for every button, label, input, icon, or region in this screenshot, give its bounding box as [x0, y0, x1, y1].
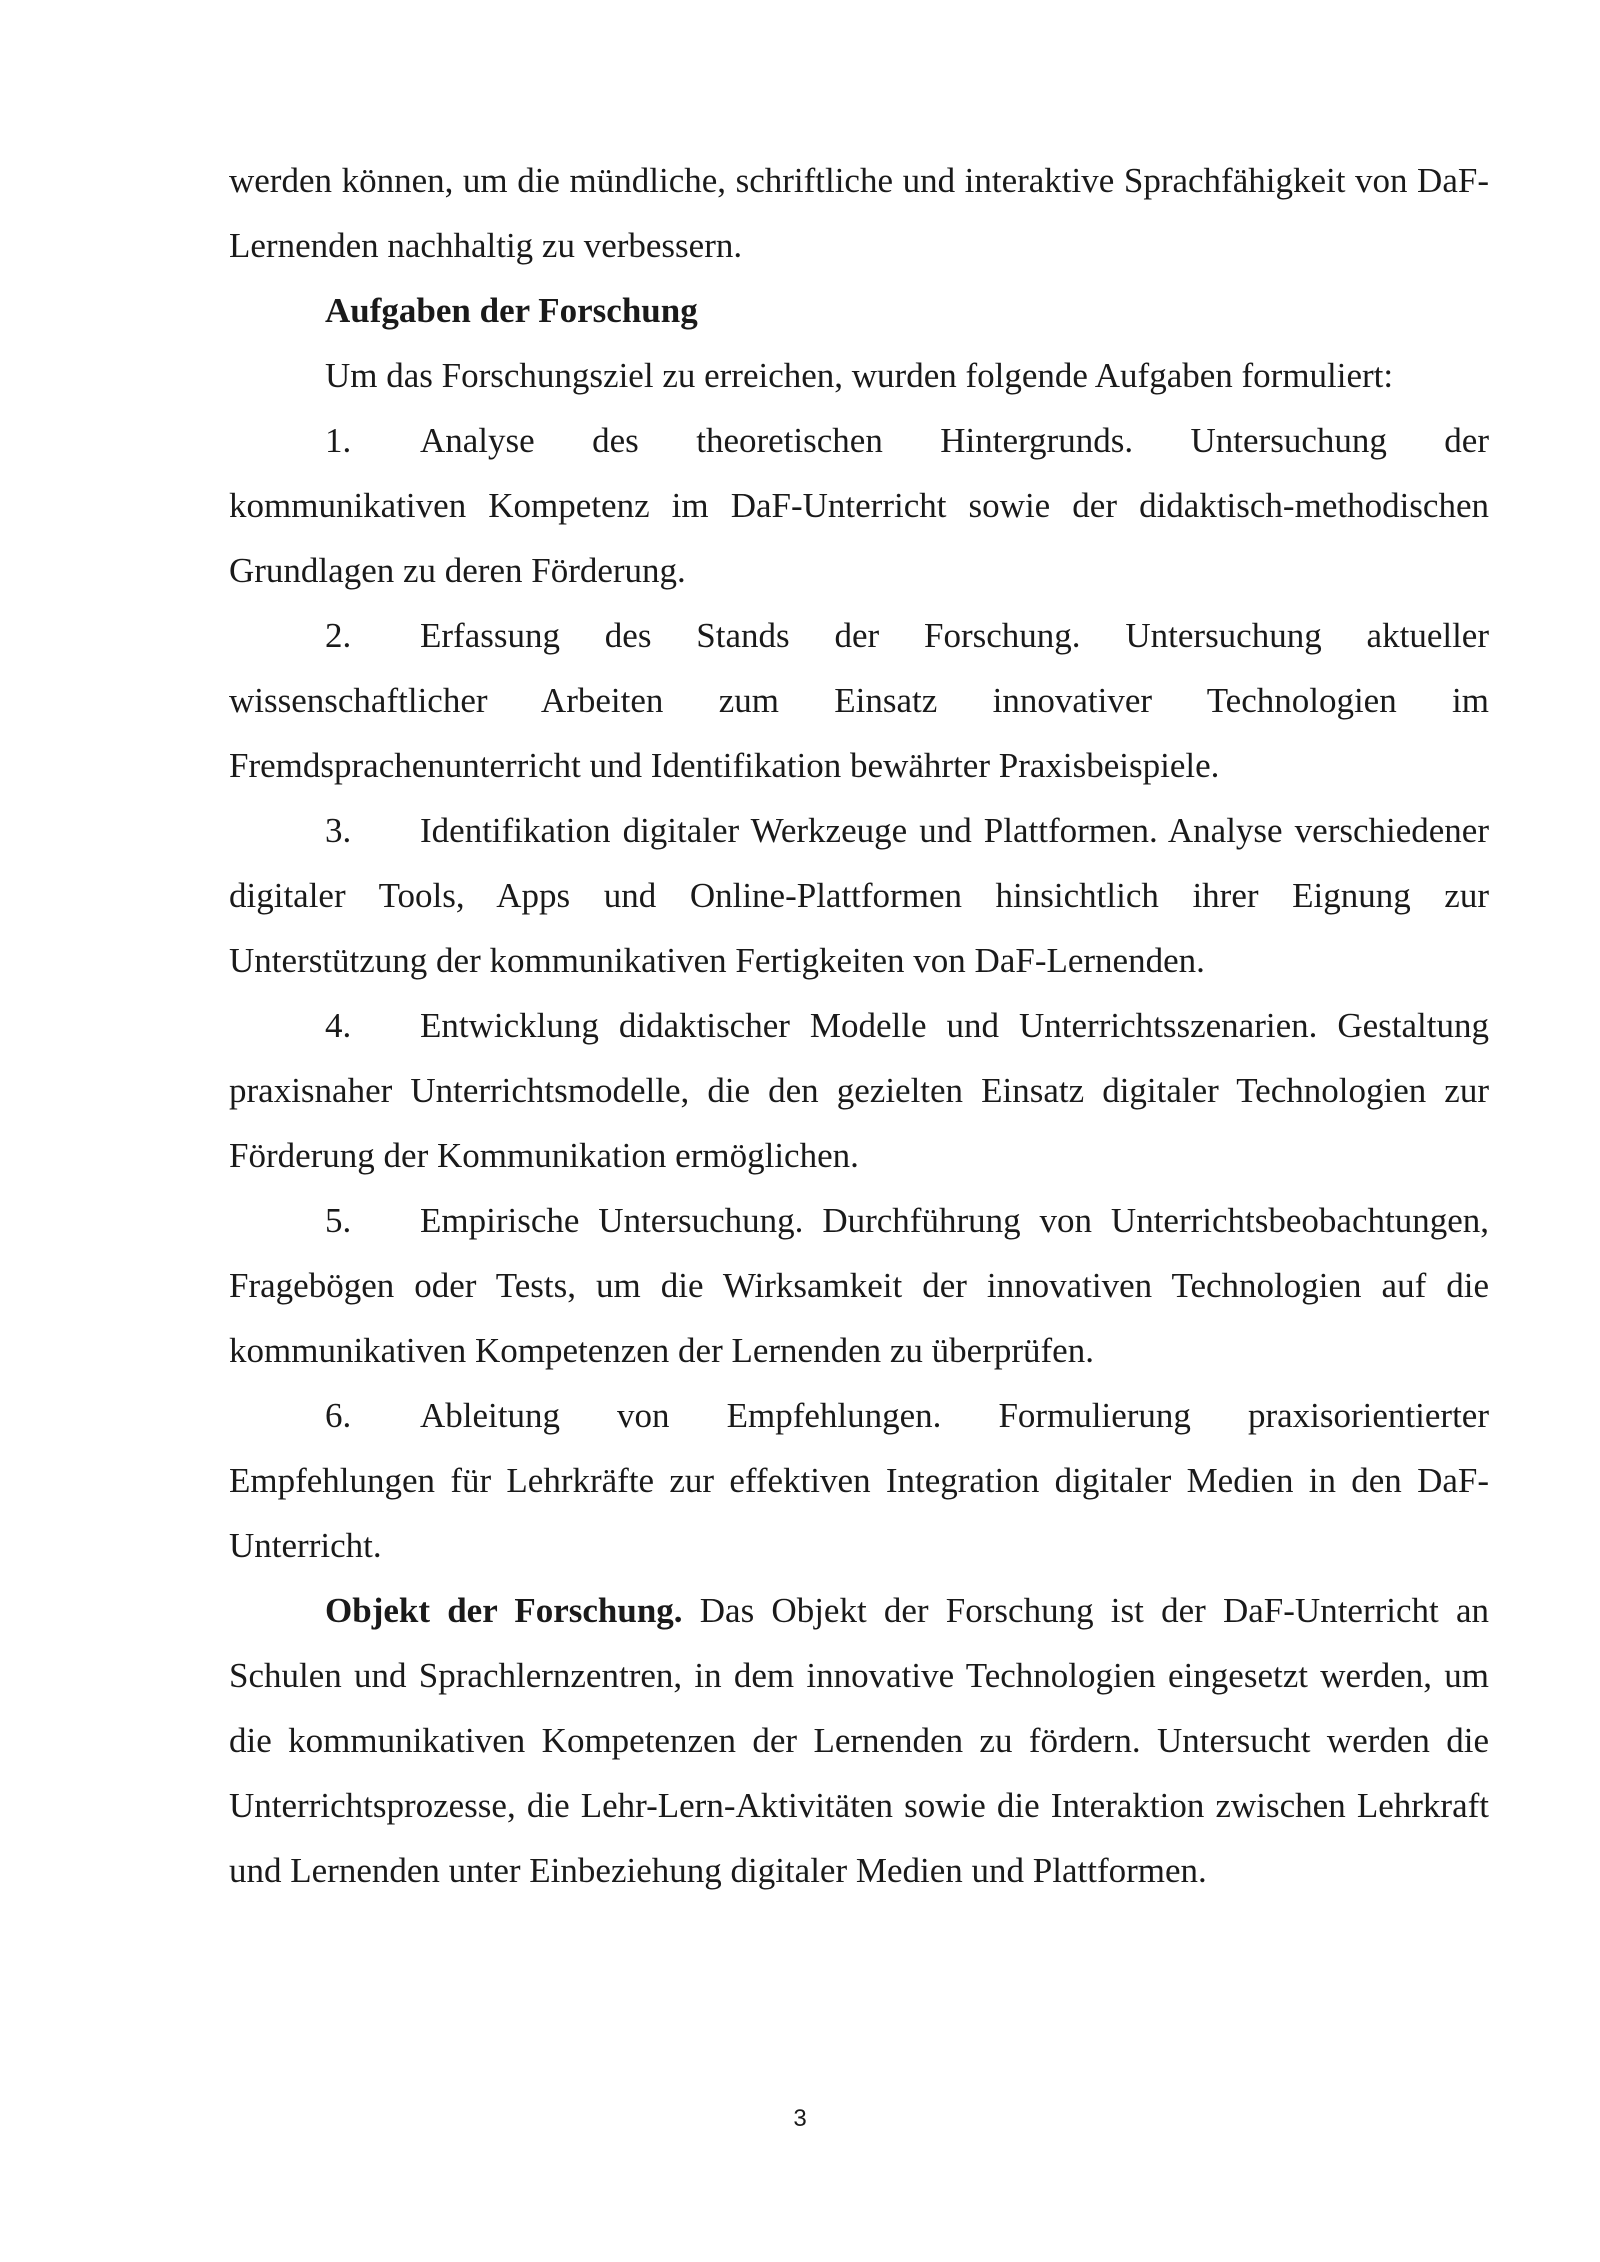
- tasks-heading: Aufgaben der Forschung: [325, 291, 698, 330]
- task-item-5: [229, 1188, 1489, 1383]
- task-number: 5.: [325, 1201, 352, 1240]
- task-text: Entwicklung didaktischer Modelle und Unterrichtsszenarien. Gestaltung praxisnaher Unterrichtsmodelle, die den gezielten Einsatz digitaler Technologien zur Förderung der Kommunikation ermöglichen.: [229, 1006, 1489, 1175]
- object-heading: Objekt der Forschung.: [325, 1591, 683, 1630]
- task-number: 3.: [325, 811, 352, 850]
- task-number: 6.: [325, 1396, 352, 1435]
- task-item-2: [229, 603, 1489, 798]
- task-number: 2.: [325, 616, 352, 655]
- page-body: [229, 148, 1489, 1903]
- task-text: Erfassung des Stands der Forschung. Untersuchung aktueller wissenschaftlicher Arbeiten zum Einsatz innovativer Technologien im Fremdsprachenunterricht und Identifikation bewährter Praxisbeispiele.: [229, 616, 1489, 785]
- task-text: Identifikation digitaler Werkzeuge und Plattformen. Analyse verschiedener digitaler Tools, Apps und Online-Plattformen hinsichtlich ihrer Eignung zur Unterstützung der kommunikativen Fertigkeiten von DaF-Lernenden.: [229, 811, 1489, 980]
- task-number: 4.: [325, 1006, 352, 1045]
- task-number: 1.: [325, 421, 352, 460]
- object-paragraph: [229, 1578, 1489, 1903]
- continuation-paragraph: werden können, um die mündliche, schriftliche und interaktive Sprachfähigkeit von DaF-Lernenden nachhaltig zu verbessern.: [229, 161, 1489, 265]
- tasks-intro: Um das Forschungsziel zu erreichen, wurden folgende Aufgaben formuliert:: [325, 356, 1394, 395]
- page-number: 3: [793, 2105, 807, 2132]
- task-item-6: [229, 1383, 1489, 1578]
- task-item-1: [229, 408, 1489, 603]
- object-text: Das Objekt der Forschung ist der DaF-Unterricht an Schulen und Sprachlernzentren, in dem innovative Technologien eingesetzt werden, um die kommunikativen Kompetenzen der Lernenden zu fördern. Untersucht werden die Unterrichtsprozesse, die Lehr-Lern-Aktivitäten sowie die Interaktion zwischen Lehrkraft und Lernenden unter Einbeziehung digitaler Medien und Plattformen.: [229, 1591, 1489, 1890]
- task-item-4: [229, 993, 1489, 1188]
- task-text: Empirische Untersuchung. Durchführung von Unterrichtsbeobachtungen, Fragebögen oder Tests, um die Wirksamkeit der innovativen Technologien auf die kommunikativen Kompetenzen der Lernenden zu überprüfen.: [229, 1201, 1489, 1370]
- task-item-3: [229, 798, 1489, 993]
- task-text: Ableitung von Empfehlungen. Formulierung praxisorientierter Empfehlungen für Lehrkräfte zur effektiven Integration digitaler Medien in den DaF-Unterricht.: [229, 1396, 1489, 1565]
- task-text: Analyse des theoretischen Hintergrunds. Untersuchung der kommunikativen Kompetenz im DaF-Unterricht sowie der didaktisch-methodischen Grundlagen zu deren Förderung.: [229, 421, 1489, 590]
